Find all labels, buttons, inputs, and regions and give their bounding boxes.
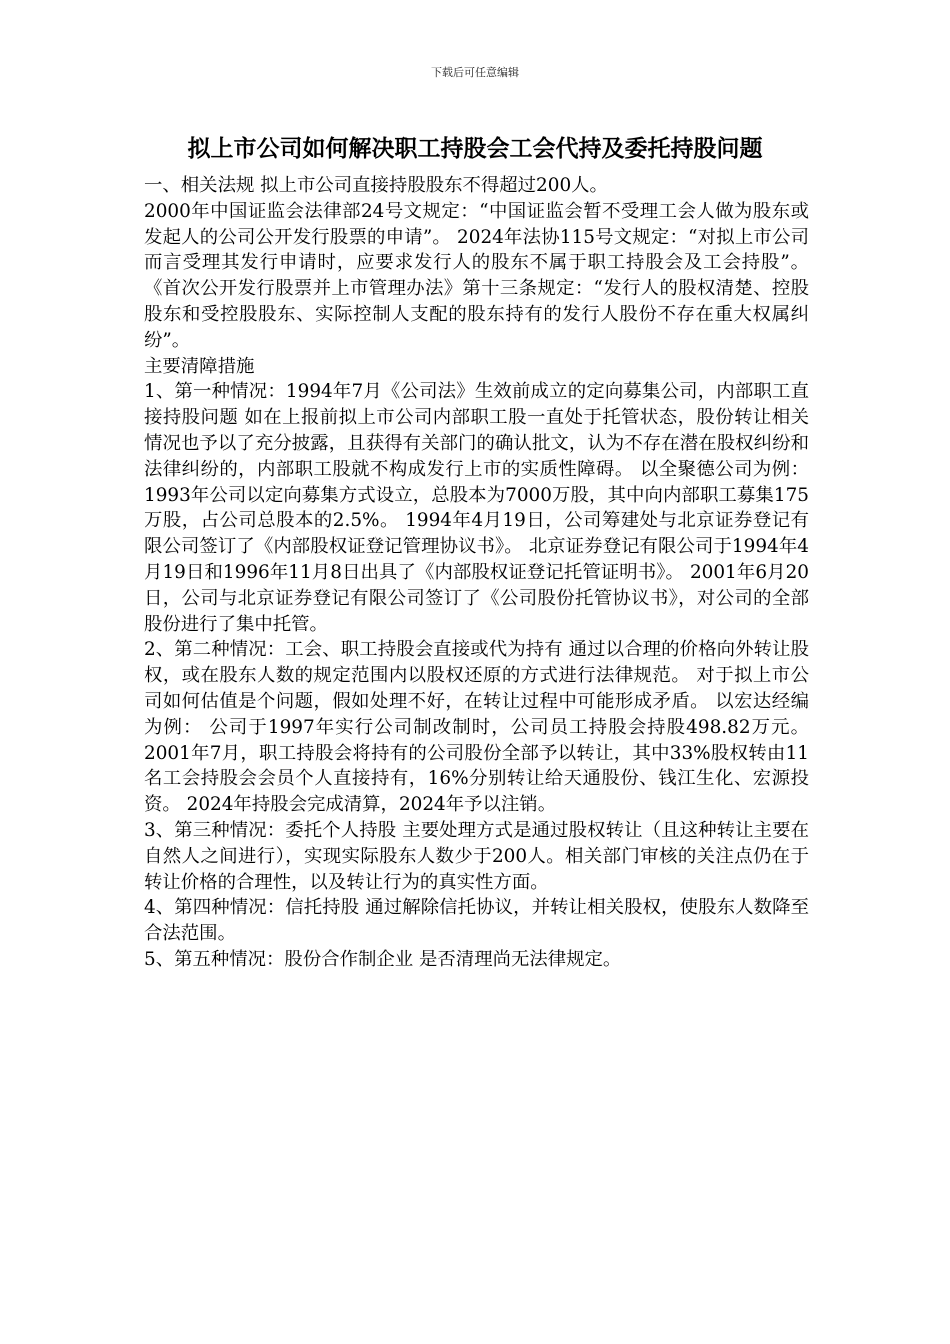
paragraph-case-1: 1、第一种情况：1994年7月《公司法》生效前成立的定向募集公司，内部职工直接持股问题 如在上报前拟上市公司内部职工股一直处于托管状态，股份转让相关情况也予以了充分披露，且获得有关部门的确认批文，认为不存在潜在股权纠纷和法律纠纷的，内部职工股就不构成发行上市的实质性障碍。 以全聚德公司为例： 1993年公司以定向募集方式设立，总股本为7000万股，其中向内部职工募集175万股，占公司总股本的2.5%。 1994年4月19日，公司筹建处与北京证券登记有限公司签订了《内部股权证登记管理协议书》。 北京证券登记有限公司于1994年4月19日和1996年11月8日出具了《内部股权证登记托管证明书》。 2001年6月20日，公司与北京证券登记有限公司签订了《公司股份托管协议书》，对公司的全部股份进行了集中托管。 <box>144 381 809 635</box>
document-title: 拟上市公司如何解决职工持股会工会代持及委托持股问题 <box>187 135 763 162</box>
paragraph-case-4: 4、第四种情况：信托持股 通过解除信托协议，并转让相关股权，使股东人数降至合法范围。 <box>144 897 809 945</box>
paragraph-case-2: 2、第二种情况：工会、职工持股会直接或代为持有 通过以合理的价格向外转让股权，或在股东人数的规定范围内以股权还原的方式进行法律规范。 对于拟上市公司如何估值是个问题，假如处理不好，在转让过程中可能形成矛盾。 以宏达经编为例： 公司于1997年实行公司制改制时，公司员工持股会持股498.82万元。 2001年7月，职工持股会将持有的公司股份全部予以转让，其中33%股权转由11名工会持股会会员个人直接持有，16%分别转让给天通股份、钱江生化、宏源投资。 2024年持股会完成清算，2024年予以注销。 <box>144 639 809 816</box>
paragraph-regulations-heading: 一、相关法规 拟上市公司直接持股股东不得超过200人。 <box>144 175 608 196</box>
paragraph-case-5: 5、第五种情况：股份合作制企业 是否清理尚无法律规定。 <box>144 948 622 970</box>
document-body <box>144 173 809 973</box>
paragraph-measures-heading: 主要清障措施 <box>144 355 255 377</box>
paragraph-regulations: 2000年中国证监会法律部24号文规定：“中国证监会暂不受理工会人做为股东或发起人的公司公开发行股票的申请”。 2024年法协115号文规定：“对拟上市公司而言受理其发行申请时，应要求发行人的股东不属于职工持股会及工会持股”。 《首次公开发行股票并上市管理办法》第十三条规定：“发行人的股权清楚、控股股东和受控股股东、实际控制人支配的股东持有的发行人股份不存在重大权属纠纷”。 <box>144 200 809 351</box>
paragraph-case-3: 3、第三种情况：委托个人持股 主要处理方式是通过股权转让（且这种转让主要在自然人之间进行），实现实际股东人数少于200人。相关部门审核的关注点仍在于转让价格的合理性，以及转让行为的真实性方面。 <box>144 819 809 893</box>
page-header: 下载后可任意编辑 <box>431 66 519 79</box>
